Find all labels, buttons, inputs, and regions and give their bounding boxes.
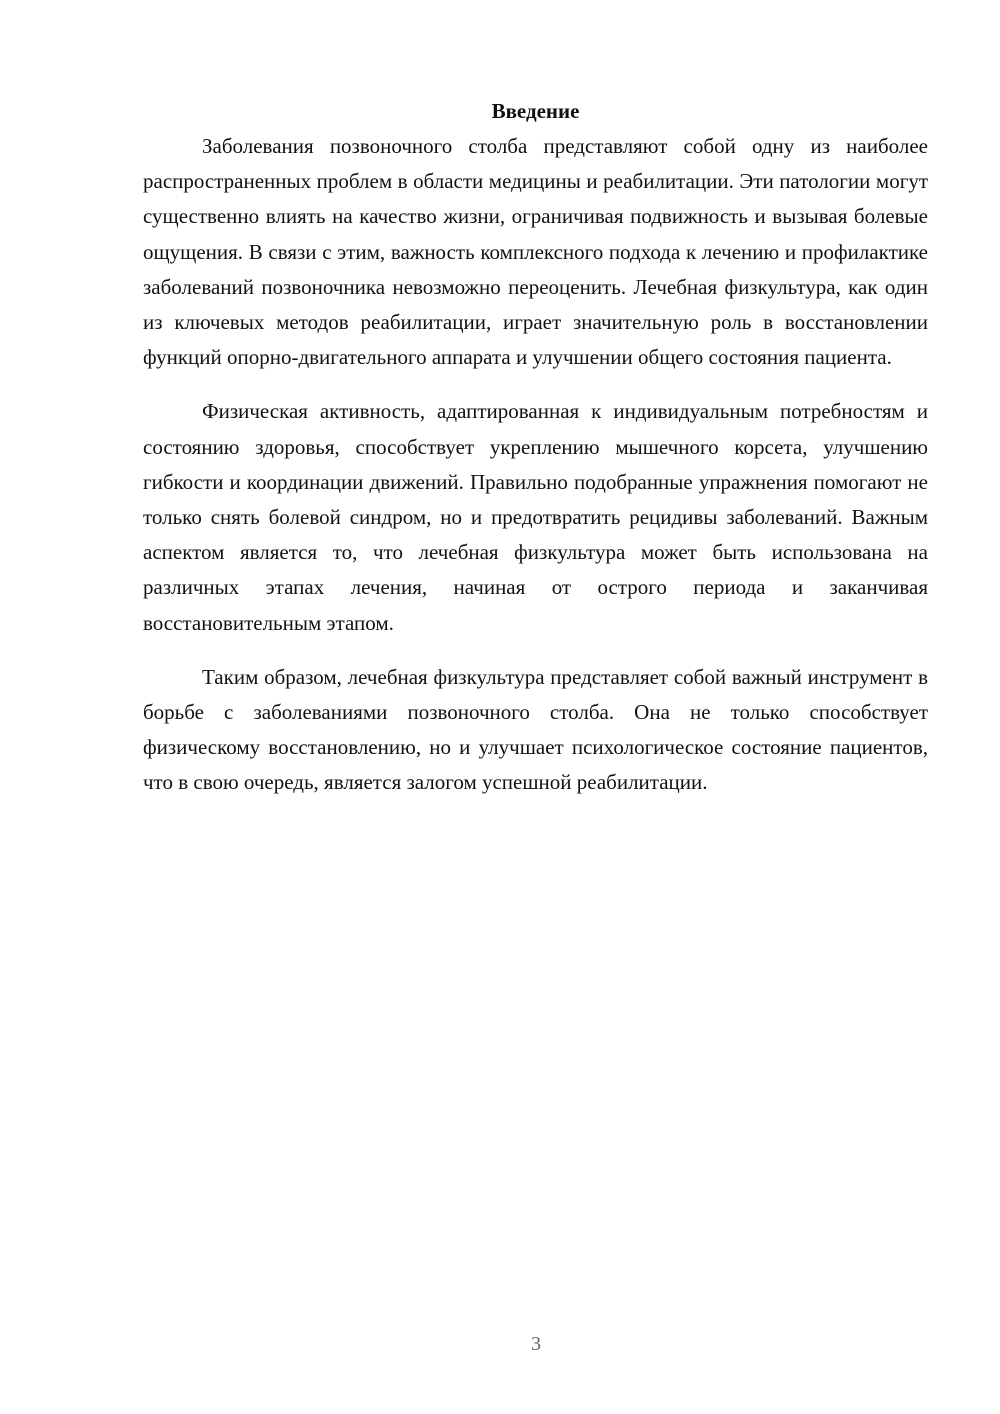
page-content [143, 96, 928, 820]
paragraph-3: Таким образом, лечебная физкультура представляет собой важный инструмент в борьбе с заболеваниями позвоночного столба. Она не только способствует физическому восстановлению, но и улучшает психологическое состояние пациентов, что в свою очередь, является залогом успешной реабилитации. [143, 664, 928, 795]
section-heading: Введение [491, 99, 580, 123]
paragraph-2: Физическая активность, адаптированная к индивидуальным потребностям и состоянию здоровья, способствует укреплению мышечного корсета, улучшению гибкости и координации движений. Правильно подобранные упражнения помогают не только снять болевой синдром, но и предотвратить рецидивы заболеваний. Важным аспектом является то, что лечебная физкультура может быть использована на различных этапах лечения, начиная от острого периода и заканчивая восстановительным этапом. [143, 399, 928, 635]
page-number: 3 [531, 1333, 541, 1355]
paragraph-1: Заболевания позвоночного столба представляют собой одну из наиболее распространенных проблем в области медицины и реабилитации. Эти патологии могут существенно влиять на качество жизни, ограничивая подвижность и вызывая болевые ощущения. В связи с этим, важность комплексного подхода к лечению и профилактике заболеваний позвоночника невозможно переоценить. Лечебная физкультура, как один из ключевых методов реабилитации, играет значительную роль в восстановлении функций опорно-двигательного аппарата и улучшении общего состояния пациента. [143, 134, 928, 370]
